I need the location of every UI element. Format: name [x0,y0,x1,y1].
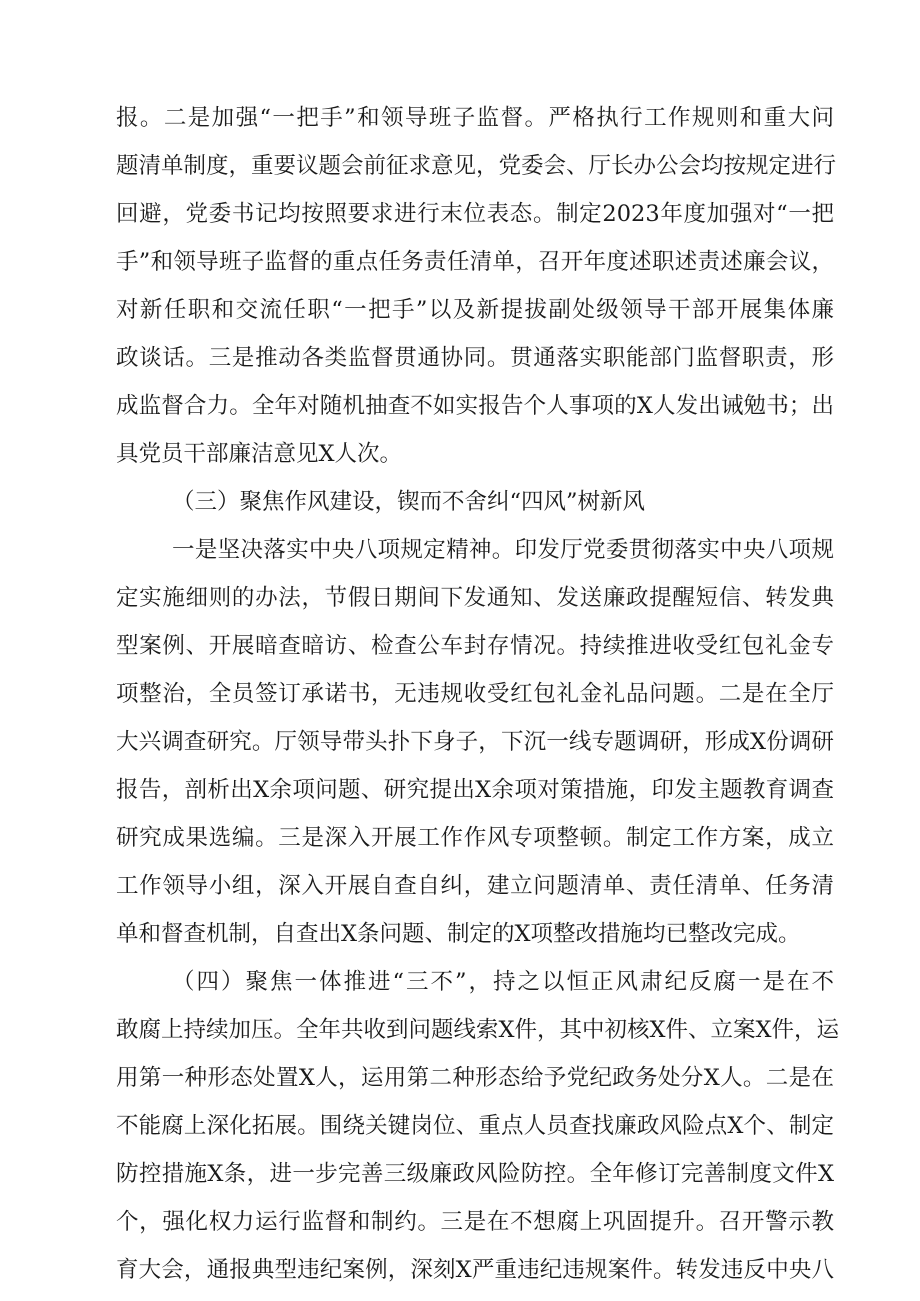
text-line: 题清单制度，重要议题会前征求意见，党委会、厅长办公会均按规定进行 [116,153,837,179]
paragraph-supervision [116,94,837,478]
section-heading-3 [116,478,834,526]
text-line: 一是坚决落实中央八项规定精神。印发厅党委贯彻落实中央八项规 [172,537,834,563]
text-line: 防控措施X条，进一步完善三级廉政风险防控。全年修订完善制度文件X [116,1161,834,1187]
text-line: 个，强化权力运行监督和制约。三是在不想腐上巩固提升。召开警示教 [116,1209,834,1235]
text-line: 大兴调查研究。厅领导带头扑下身子，下沉一线专题调研，形成X份调研 [116,729,834,755]
text-line: 单和督查机制，自查出X条问题、制定的X项整改措施均已整改完成。 [116,921,801,947]
text-line: 用第一种形态处置X人，运用第二种形态给予党纪政务处分X人。二是在 [116,1065,834,1091]
text-line: 手”和领导班子监督的重点任务责任清单，召开年度述职述责述廉会议， [116,249,834,275]
text-line: 项整治，全员签订承诺书，无违规收受红包礼金礼品问题。二是在全厅 [116,681,834,707]
text-line: 定实施细则的办法，节假日期间下发通知、发送廉政提醒短信、转发典 [116,585,834,611]
text-line: 型案例、开展暗查暗访、检查公车封存情况。持续推进收受红包礼金专 [116,633,834,659]
text-line: 成监督合力。全年对随机抽查不如实报告个人事项的X人发出诫勉书；出 [116,393,834,419]
text-line: 研究成果选编。三是深入开展工作作风专项整顿。制定工作方案，成立 [116,825,834,851]
text-line: 回避，党委书记均按照要求进行末位表态。制定2023年度加强对“一把 [116,201,834,227]
section-heading: （三）聚焦作风建设，锲而不舍纠“四风”树新风 [172,489,646,515]
text-line: 政谈话。三是推动各类监督贯通协同。贯通落实职能部门监督职责，形 [116,345,834,371]
text-line: 具党员干部廉洁意见X人次。 [116,441,403,467]
text-line: 不能腐上深化拓展。围绕关键岗位、重点人员查找廉政风险点X个、制定 [116,1113,834,1139]
text-line: 敢腐上持续加压。全年共收到问题线索X件，其中初核X件、立案X件，运 [116,1017,840,1043]
text-line: 对新任职和交流任职“一把手”以及新提拔副处级领导干部开展集体廉 [116,297,834,323]
text-line: （四）聚焦一体推进“三不”，持之以恒正风肃纪反腐一是在不 [172,969,834,995]
paragraph-three-nots [116,958,840,1294]
text-line: 报告，剖析出X余项问题、研究提出X余项对策措施，印发主题教育调查 [116,777,834,803]
text-line: 育大会，通报典型违纪案例，深刻X严重违纪违规案件。转发违反中央八 [116,1257,834,1283]
text-line: 工作领导小组，深入开展自查自纠，建立问题清单、责任清单、任务清 [116,873,834,899]
text-line: 报。二是加强“一把手”和领导班子监督。严格执行工作规则和重大问 [116,105,834,131]
paragraph-work-style [116,526,834,958]
